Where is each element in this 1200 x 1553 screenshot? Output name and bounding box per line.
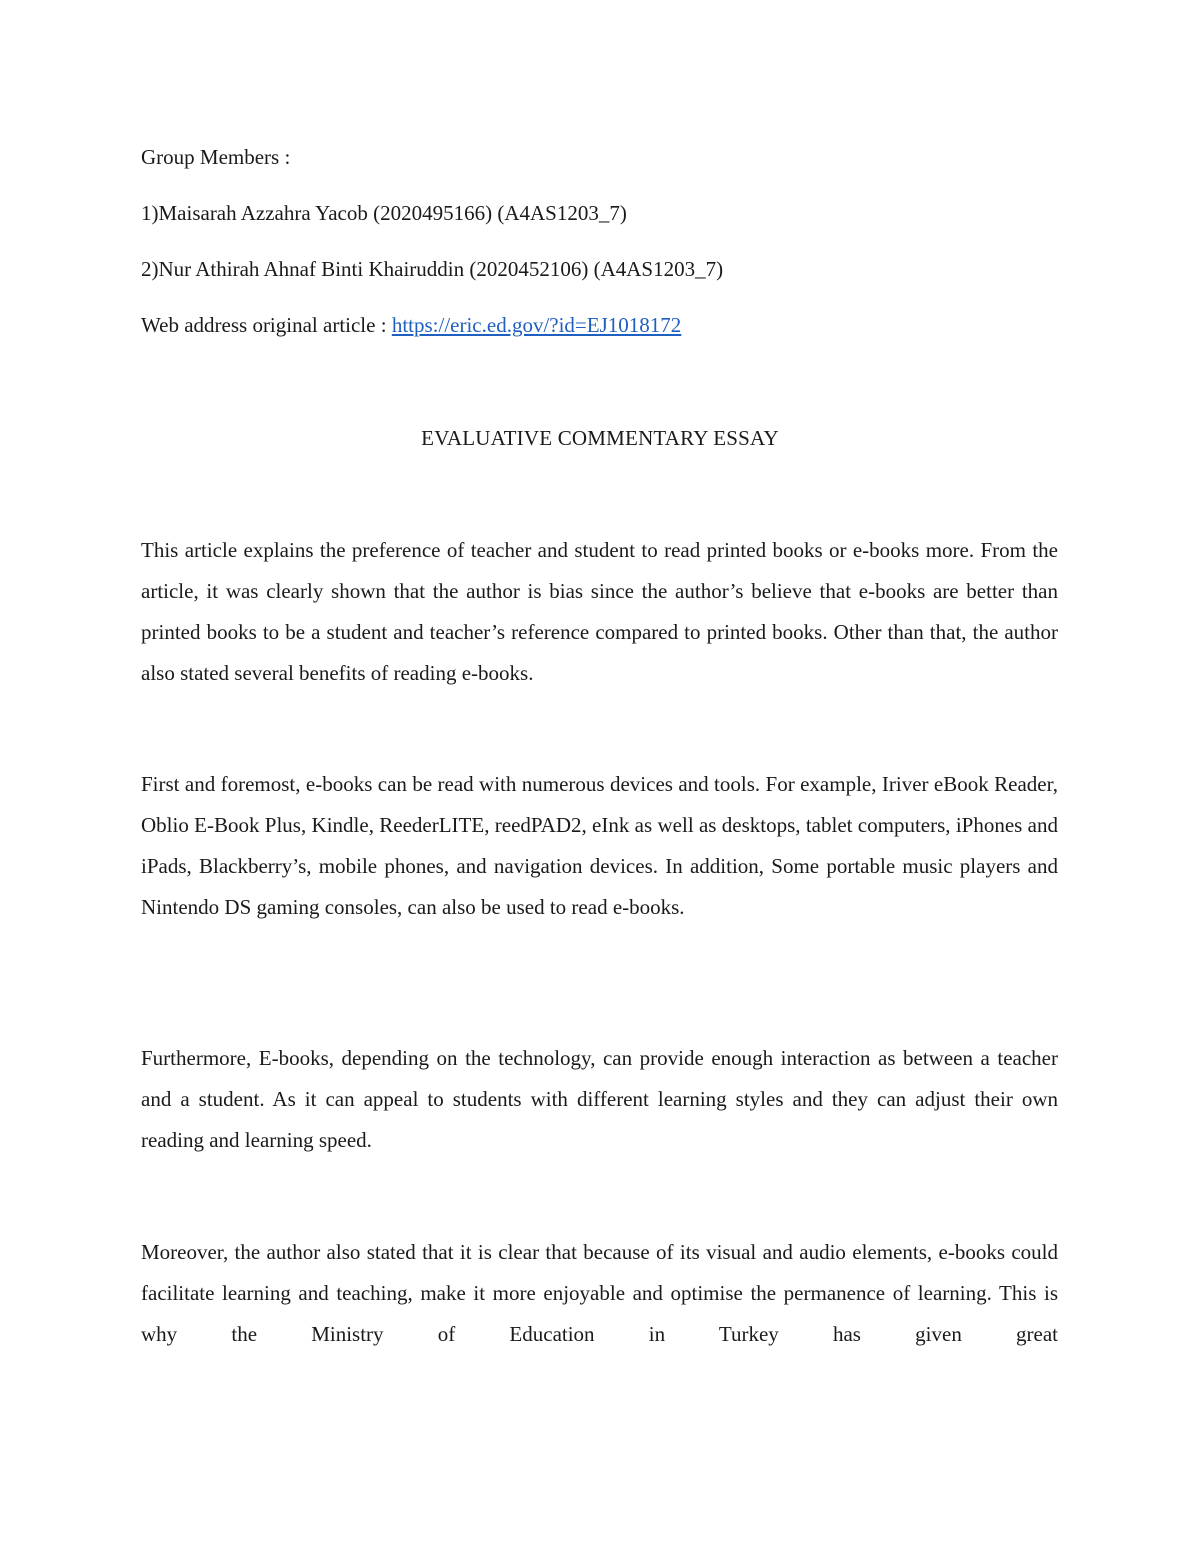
paragraph-devices: First and foremost, e-books can be read with numerous devices and tools. For example, Iriver eBook Reader, Oblio E-Book Plus, Kindle, ReederLITE, reedPAD2, eInk as well as desktops, tablet computers, iPhones and iPads, Blackberry’s, mobile phones, and navigation devices. In addition, Some portable music players and Nintendo DS gaming consoles, can also be used to read e-books.	[141, 772, 1058, 919]
web-address-line	[141, 315, 681, 336]
essay-title: EVALUATIVE COMMENTARY ESSAY	[421, 426, 779, 450]
article-link[interactable]: https://eric.ed.gov/?id=EJ1018172	[391, 313, 682, 337]
paragraph-visual-audio: Moreover, the author also stated that it is clear that because of its visual and audio elements, e-books could facilitate learning and teaching, make it more enjoyable and optimise the permanence of learning. This is why the Ministry of Education in Turkey has given great	[141, 1240, 1058, 1346]
paragraph-interaction: Furthermore, E-books, depending on the technology, can provide enough interaction as between a teacher and a student. As it can appeal to students with different learning styles and they can adjust their own reading and learning speed.	[141, 1046, 1058, 1152]
paragraph-intro: This article explains the preference of teacher and student to read printed books or e-books more. From the article, it was clearly shown that the author is bias since the author’s believe that e-books are better than printed books to be a student and teacher’s reference compared to printed books. Other than that, the author also stated several benefits of reading e-books.	[141, 538, 1058, 685]
member-2: 2)Nur Athirah Ahnaf Binti Khairuddin (2020452106) (A4AS1203_7)	[141, 257, 724, 281]
group-members-label: Group Members :	[141, 145, 291, 169]
member-1: 1)Maisarah Azzahra Yacob (2020495166) (A4AS1203_7)	[141, 201, 627, 225]
web-address-label: Web address original article :	[141, 313, 392, 337]
